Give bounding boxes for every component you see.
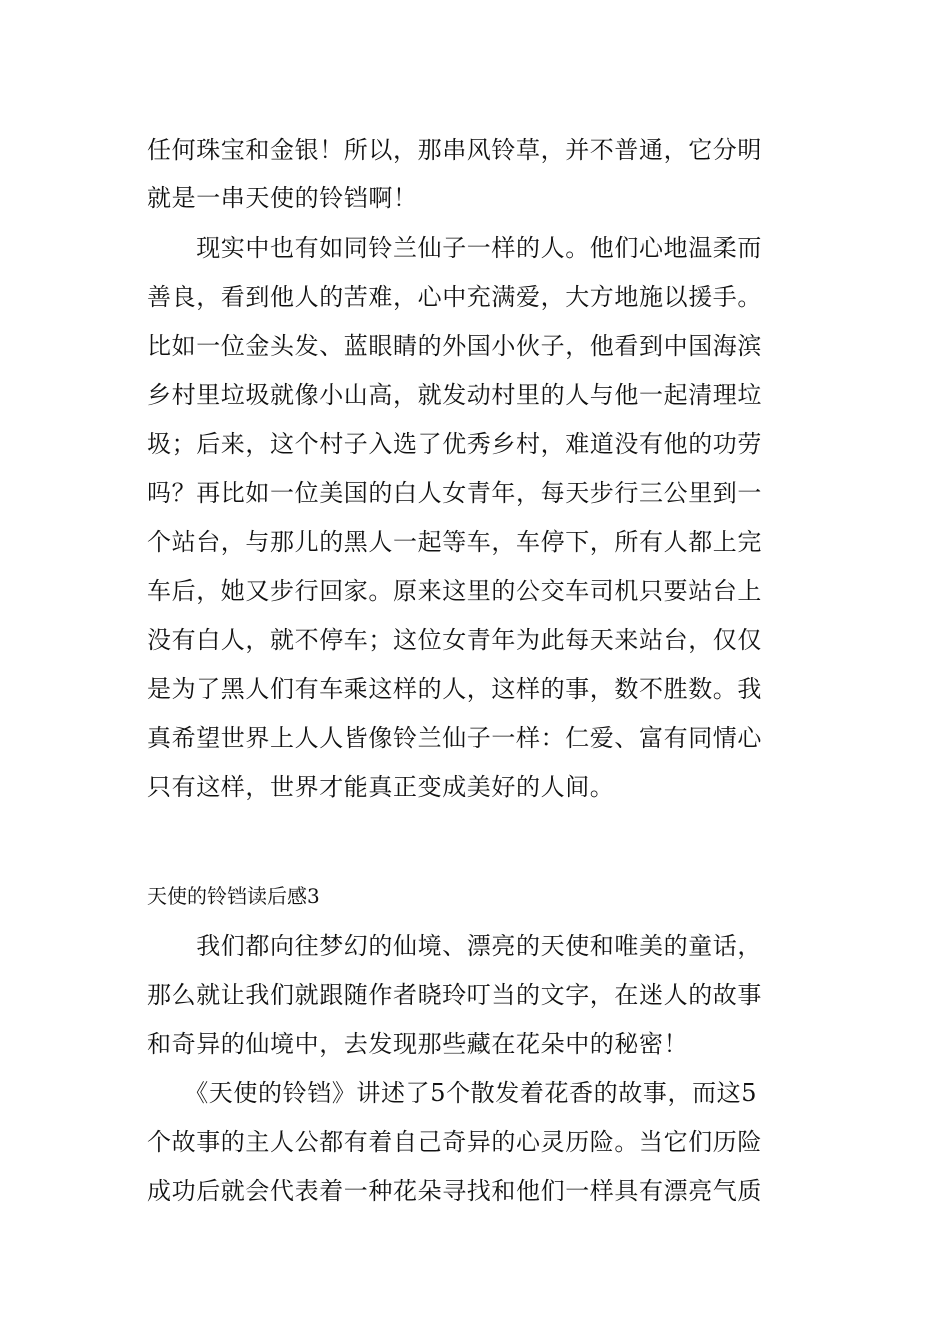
paragraph-2-line-12: 只有这样，世界才能真正变成美好的人间。 <box>147 773 615 801</box>
paragraph-1-line-2: 就是一串天使的铃铛啊！ <box>147 184 418 212</box>
paragraph-2-line-4: 乡村里垃圾就像小山高，就发动村里的人与他一起清理垃 <box>147 381 762 409</box>
paragraph-4-line-3: 成功后就会代表着一种花朵寻找和他们一样具有漂亮气质 <box>147 1177 762 1205</box>
paragraph-2-line-5: 圾；后来，这个村子入选了优秀乡村，难道没有他的功劳 <box>147 430 762 458</box>
paragraph-2-line-3: 比如一位金头发、蓝眼睛的外国小伙子，他看到中国海滨 <box>147 332 762 360</box>
section-heading: 天使的铃铛读后感3 <box>147 884 320 908</box>
paragraph-1-line-1: 任何珠宝和金银！所以，那串风铃草，并不普通，它分明 <box>147 136 762 164</box>
paragraph-2-line-2: 善良，看到他人的苦难，心中充满爱，大方地施以援手。 <box>147 283 762 311</box>
paragraph-2-line-11: 真希望世界上人人皆像铃兰仙子一样：仁爱、富有同情心 <box>147 724 762 752</box>
paragraph-4-line-2: 个故事的主人公都有着自己奇异的心灵历险。当它们历险 <box>147 1128 762 1156</box>
paragraph-2-line-9: 没有白人，就不停车；这位女青年为此每天来站台，仅仅 <box>147 626 762 654</box>
paragraph-2-line-7: 个站台，与那儿的黑人一起等车，车停下，所有人都上完 <box>147 528 762 556</box>
paragraph-3-line-3: 和奇异的仙境中，去发现那些藏在花朵中的秘密！ <box>147 1030 689 1058</box>
paragraph-2-line-1: 现实中也有如同铃兰仙子一样的人。他们心地温柔而 <box>147 234 762 262</box>
paragraph-4-line-1: 《天使的铃铛》讲述了5个散发着花香的故事，而这5 <box>147 1079 758 1107</box>
paragraph-2-line-10: 是为了黑人们有车乘这样的人，这样的事，数不胜数。我 <box>147 675 762 703</box>
paragraph-2-line-6: 吗？再比如一位美国的白人女青年，每天步行三公里到一 <box>147 479 762 507</box>
paragraph-2-line-8: 车后，她又步行回家。原来这里的公交车司机只要站台上 <box>147 577 762 605</box>
paragraph-3-line-1: 我们都向往梦幻的仙境、漂亮的天使和唯美的童话， <box>147 932 762 960</box>
paragraph-3-line-2: 那么就让我们就跟随作者晓玲叮当的文字，在迷人的故事 <box>147 981 762 1009</box>
